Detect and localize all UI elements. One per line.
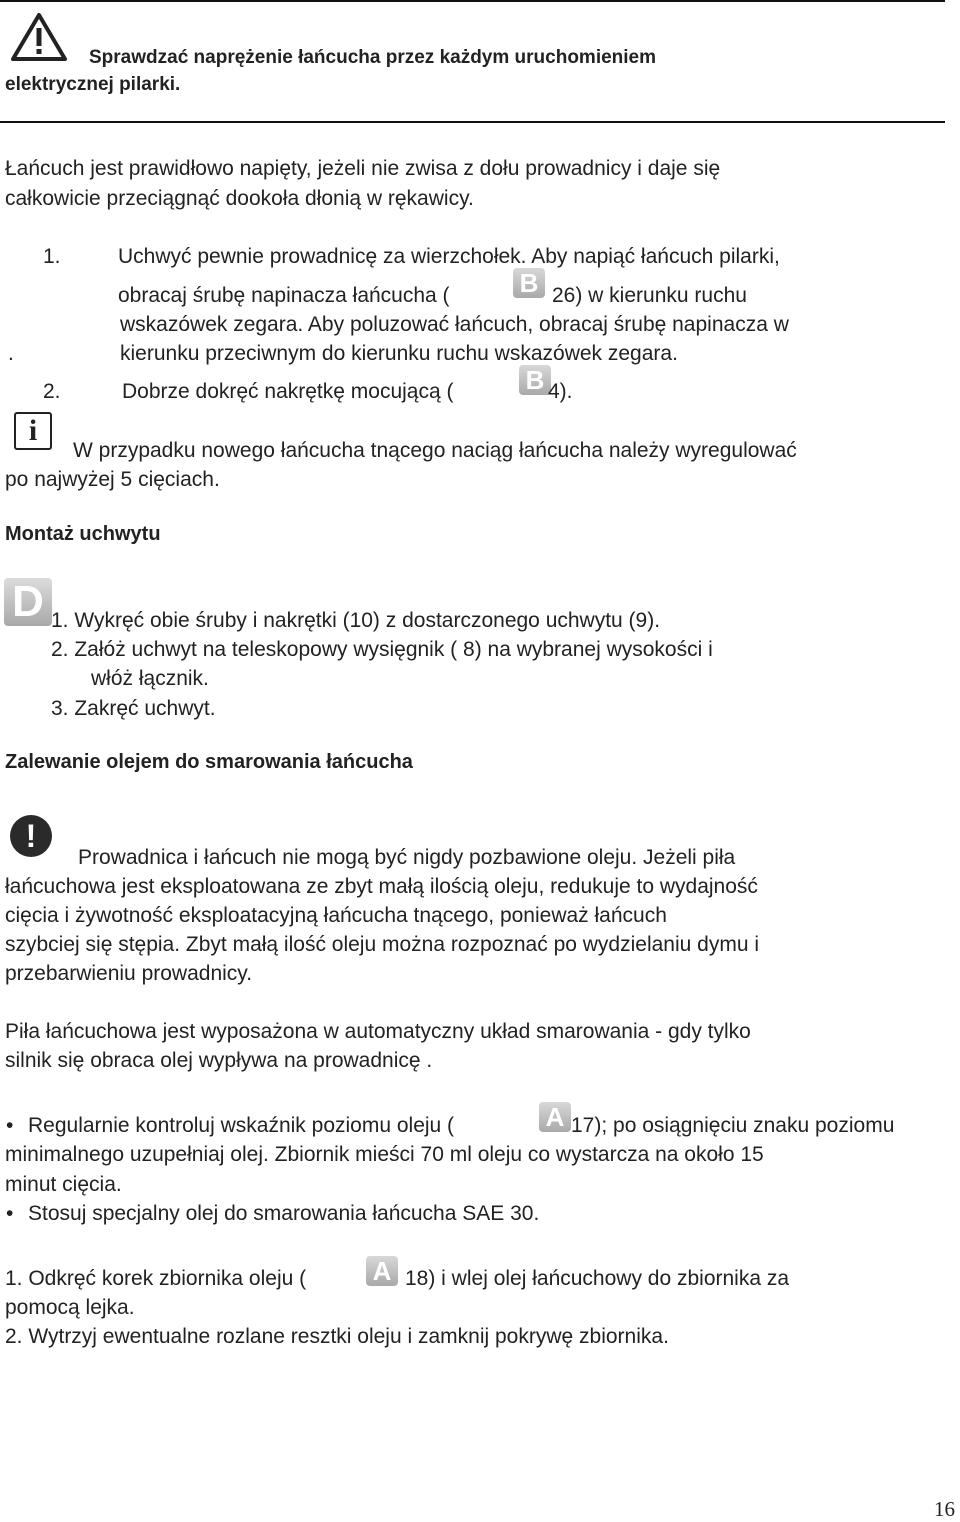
step1-line2a: obracaj śrubę napinacza łańcucha ( [118, 284, 450, 307]
oil-step1-a: 1. Odkręć korek zbiornika oleju ( [5, 1267, 307, 1290]
warning-text-line1: Sprawdzać naprężenie łańcucha przez każdym uruchomieniem [89, 47, 657, 68]
intro-line1: Łańcuch jest prawidłowo napięty, jeżeli nie zwisa z dołu prowadnicy i daje się [5, 157, 721, 180]
oil-step1-b: 18) i wlej olej łańcuchowy do zbiornika za [405, 1267, 790, 1290]
step2-number: 2. [43, 380, 61, 403]
figure-a-icon: A [539, 1102, 571, 1132]
oil-notice-line2: łańcuchowa jest eksploatowana ze zbyt małą ilością oleju, redukuje to wydajność [5, 875, 758, 898]
bullet-dot: • [6, 1114, 14, 1137]
figure-a-icon: A [366, 1256, 398, 1286]
oil-heading: Zalewanie olejem do smarowania łańcucha [5, 751, 413, 773]
step1-dot: . [8, 342, 14, 365]
warning-triangle-icon [10, 12, 68, 62]
oil-auto-line2: silnik się obraca olej wypływa na prowadnicę . [5, 1049, 433, 1072]
intro-line2: całkowicie przeciągnąć dookoła dłonią w rękawicy. [5, 187, 474, 210]
mount-step3: 3. Zakręć uchwyt. [51, 697, 216, 720]
warning-text-line2: elektrycznej pilarki. [5, 74, 181, 95]
bullet1-text-a: Regularnie kontroluj wskaźnik poziomu oleju ( [28, 1114, 455, 1137]
figure-d-icon: D [4, 578, 52, 626]
oil-step1-line2: pomocą lejka. [5, 1296, 135, 1319]
bullet1-text-b: 17); po osiągnięciu znaku poziomu [571, 1114, 895, 1137]
mount-heading: Montaż uchwytu [5, 523, 161, 545]
info-icon: i [14, 412, 52, 450]
step2-text-a: Dobrze dokręć nakrętkę mocującą ( [122, 380, 454, 403]
oil-step2: 2. Wytrzyj ewentualne rozlane resztki oleju i zamknij pokrywę zbiornika. [5, 1325, 669, 1348]
mount-step1: 1. Wykręć obie śruby i nakrętki (10) z dostarczonego uchwytu (9). [51, 609, 661, 632]
step1-line1: Uchwyć pewnie prowadnicę za wierzchołek. Aby napiąć łańcuch pilarki, [118, 245, 780, 268]
step2-text-b: 4). [548, 380, 573, 403]
bullet-dot: • [6, 1202, 14, 1225]
oil-notice-line4: szybciej się stępia. Zbyt małą ilość oleju można rozpoznać po wydzielaniu dymu i [5, 933, 760, 956]
top-rule [0, 0, 945, 2]
oil-notice-line1: Prowadnica i łańcuch nie mogą być nigdy pozbawione oleju. Jeżeli piła [78, 846, 736, 869]
step1-number: 1. [43, 245, 61, 268]
bullet1-line2: minimalnego uzupełniaj olej. Zbiornik mieści 70 ml oleju co wystarcza na około 15 [5, 1143, 764, 1166]
oil-auto-line1: Piła łańcuchowa jest wyposażona w automatyczny układ smarowania - gdy tylko [5, 1020, 751, 1043]
oil-notice-line3: cięcia i żywotność eksploatacyjną łańcucha tnącego, ponieważ łańcuch [5, 904, 667, 927]
figure-b-icon: B [519, 365, 551, 395]
page-number: 16 [934, 1497, 955, 1521]
figure-b-icon: B [513, 268, 545, 298]
step1-line3: wskazówek zegara. Aby poluzować łańcuch, obracaj śrubę napinacza w [120, 313, 789, 336]
mount-step2b: włóż łącznik. [91, 667, 209, 690]
warning-rule [0, 121, 945, 123]
bullet1-line3: minut cięcia. [5, 1173, 122, 1196]
oil-notice-line5: przebarwieniu prowadnicy. [5, 962, 253, 985]
bullet2-text: Stosuj specjalny olej do smarowania łańcucha SAE 30. [28, 1202, 540, 1225]
mount-step2: 2. Załóż uchwyt na teleskopowy wysięgnik ( 8) na wybranej wysokości i [51, 638, 713, 661]
exclamation-icon: ! [10, 815, 52, 857]
step1-line4: kierunku przeciwnym do kierunku ruchu wskazówek zegara. [120, 342, 678, 365]
info-line1: W przypadku nowego łańcucha tnącego naciąg łańcucha należy wyregulować [73, 439, 797, 462]
info-line2: po najwyżej 5 cięciach. [5, 468, 220, 491]
step1-line2b: 26) w kierunku ruchu [552, 284, 747, 307]
